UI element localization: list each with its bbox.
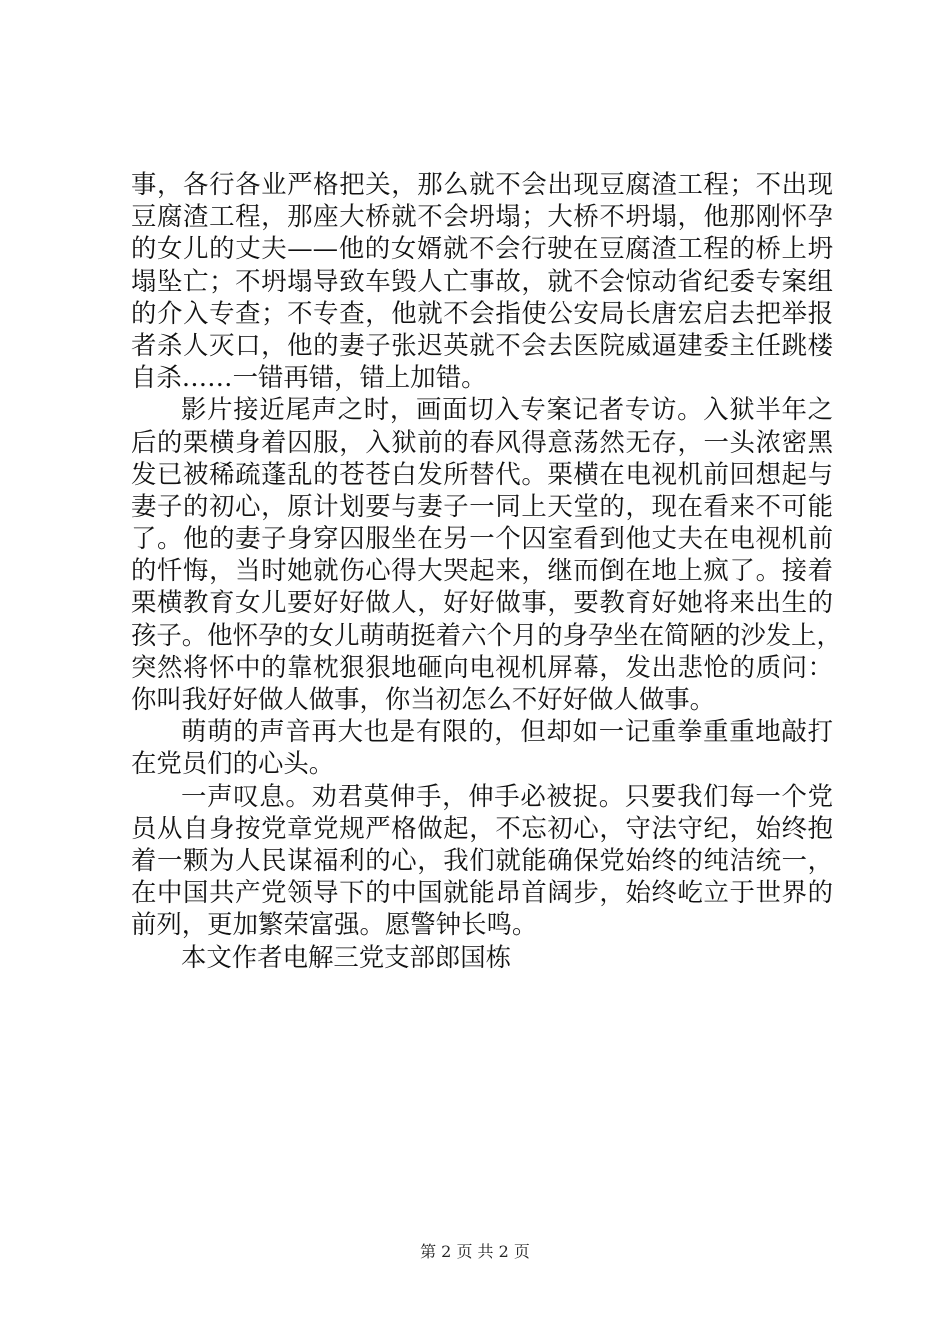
text-line: 着一颗为人民谋福利的心，我们就能确保党始终的纯洁统一， xyxy=(131,844,833,875)
text-line: 员从自身按党章党规严格做起，不忘初心，守法守纪，始终抱 xyxy=(131,812,833,843)
text-line: 在中国共产党领导下的中国就能昂首阔步，始终屹立于世界的 xyxy=(131,877,833,908)
text-line: 的忏悔，当时她就伤心得大哭起来，继而倒在地上疯了。接着 xyxy=(131,555,833,586)
text-line: 一声叹息。劝君莫伸手，伸手必被捉。只要我们每一个党 xyxy=(181,780,833,811)
document-body xyxy=(131,168,842,973)
text-line: 在党员们的心头。 xyxy=(131,748,335,779)
page-number-footer: 第 2 页 共 2 页 xyxy=(420,1242,530,1261)
text-line: 发已被稀疏蓬乱的苍苍白发所替代。栗横在电视机前回想起与 xyxy=(131,458,833,489)
text-line: 的女儿的丈夫——他的女婿就不会行驶在豆腐渣工程的桥上坍 xyxy=(131,233,833,264)
paragraph xyxy=(131,780,833,941)
paragraph xyxy=(131,168,833,393)
text-line: 了。他的妻子身穿囚服坐在另一个囚室看到他丈夫在电视机前 xyxy=(131,523,833,554)
paragraph xyxy=(131,393,842,715)
text-line: 萌萌的声音再大也是有限的，但却如一记重拳重重地敲打 xyxy=(181,716,833,747)
text-line: 自杀……一错再错，错上加错。 xyxy=(131,362,487,393)
text-line: 前列，更加繁荣富强。愿警钟长鸣。 xyxy=(131,909,538,940)
text-line: 影片接近尾声之时，画面切入专案记者专访。入狱半年之 xyxy=(181,394,833,425)
author-paragraph xyxy=(131,941,833,973)
text-line: 事，各行各业严格把关，那么就不会出现豆腐渣工程；不出现 xyxy=(131,169,833,199)
text-line: 你叫我好好做人做事，你当初怎么不好好做人做事。 xyxy=(131,684,715,714)
text-line: 妻子的初心，原计划要与妻子一同上天堂的，现在看来不可能 xyxy=(131,490,833,521)
author-line: 本文作者电解三党支部郎国栋 xyxy=(181,941,512,972)
paragraph xyxy=(131,715,833,779)
text-line: 塌坠亡；不坍塌导致车毁人亡事故，就不会惊动省纪委专案组 xyxy=(131,265,833,296)
text-line: 后的栗横身着囚服，入狱前的春风得意荡然无存，一头浓密黑 xyxy=(131,426,833,457)
text-line: 的介入专查；不专查，他就不会指使公安局长唐宏启去把举报 xyxy=(131,297,833,328)
text-line: 者杀人灭口，他的妻子张迟英就不会去医院威逼建委主任跳楼 xyxy=(131,329,833,360)
text-line: 突然将怀中的靠枕狠狠地砸向电视机屏幕，发出悲怆的质问： xyxy=(131,651,833,682)
text-line: 栗横教育女儿要好好做人，好好做事，要教育好她将来出生的 xyxy=(131,587,833,618)
text-line: 孩子。他怀孕的女儿萌萌挺着六个月的身孕坐在简陋的沙发上， xyxy=(131,619,842,650)
text-line: 豆腐渣工程，那座大桥就不会坍塌；大桥不坍塌，他那刚怀孕 xyxy=(131,201,833,232)
